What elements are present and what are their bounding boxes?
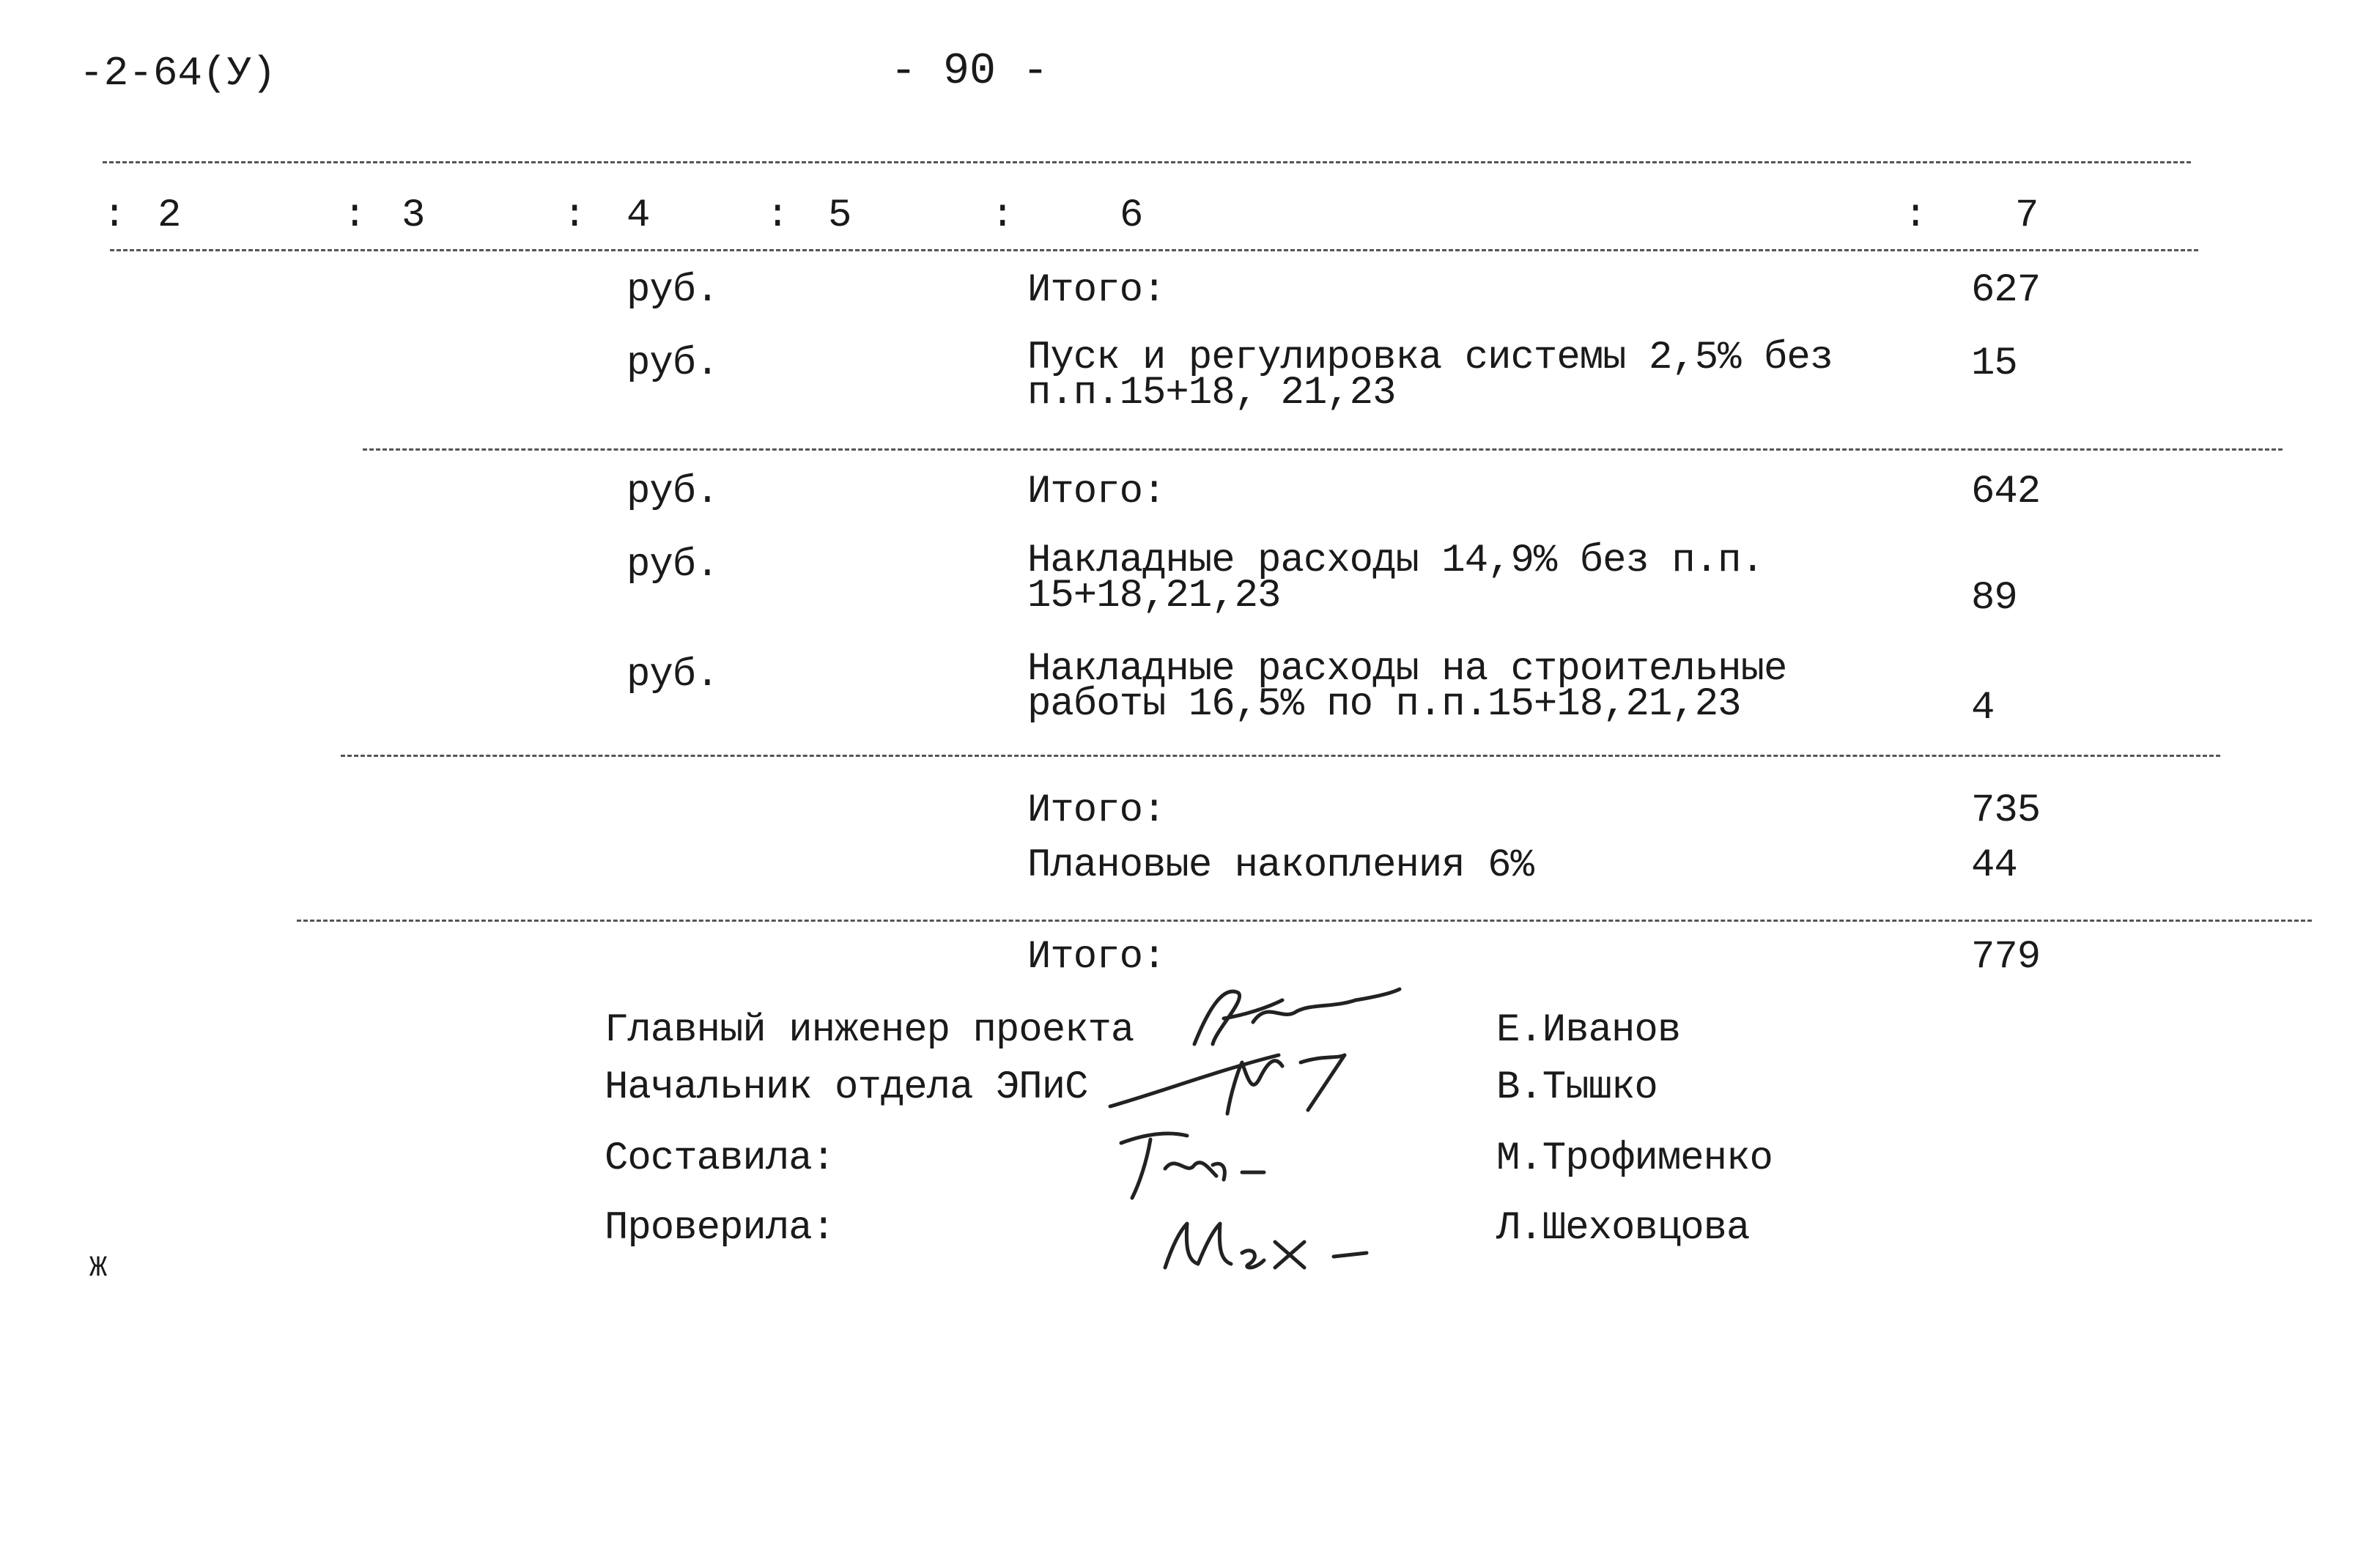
- signatory-name: Е.Иванов: [1496, 1008, 1681, 1053]
- value-cell: 735: [1971, 788, 2041, 833]
- unit-cell: руб.: [627, 341, 719, 386]
- unit-cell: руб.: [627, 268, 719, 313]
- column-label-2: 2: [158, 193, 181, 238]
- value-cell: 642: [1971, 470, 2041, 514]
- signatory-role: Начальник отдела ЭПиС: [605, 1065, 1088, 1110]
- top-rule: [103, 161, 2191, 163]
- description-cell: Накладные расходы на строительные: [1027, 647, 1787, 692]
- column-label-4: 4: [627, 193, 650, 238]
- description-cell: Плановые накопления 6%: [1027, 843, 1534, 888]
- handwritten-signature-tyshko: [1103, 1040, 1367, 1121]
- description-cell-line2: работы 16,5% по п.п.15+18,21,23: [1027, 682, 1741, 727]
- column-sep: :: [343, 193, 366, 238]
- subtotal-rule: [341, 755, 2220, 757]
- value-cell: 4: [1971, 686, 1995, 731]
- description-cell: Накладные расходы 14,9% без п.п.: [1027, 539, 1764, 583]
- value-cell: 627: [1971, 268, 2041, 313]
- signatory-name: М.Трофименко: [1496, 1136, 1773, 1181]
- signatory-role: Проверила:: [605, 1206, 835, 1251]
- signatory-role: Составила:: [605, 1136, 835, 1181]
- subtotal-rule: [363, 448, 2283, 451]
- unit-cell: руб.: [627, 543, 719, 588]
- page-number: - 90 -: [890, 47, 1049, 97]
- column-sep: :: [991, 193, 1014, 238]
- total-rule: [297, 920, 2312, 922]
- signatory-role: Главный инженер проекта: [605, 1008, 1134, 1053]
- description-cell-line2: 15+18,21,23: [1027, 574, 1281, 618]
- column-label-3: 3: [402, 193, 425, 238]
- column-header-rule: [110, 249, 2198, 251]
- value-cell: 44: [1971, 843, 2017, 888]
- handwritten-signature-shekhovtsova: [1158, 1202, 1378, 1275]
- description-cell: Пуск и регулировка системы 2,5% без: [1027, 336, 1833, 380]
- signatory-name: Л.Шеховцова: [1496, 1206, 1750, 1251]
- unit-cell: руб.: [627, 653, 719, 698]
- unit-cell: руб.: [627, 470, 719, 514]
- description-cell: Итого:: [1027, 788, 1166, 833]
- value-cell: 15: [1971, 341, 2017, 386]
- column-label-7: 7: [2015, 193, 2039, 238]
- column-sep: :: [563, 193, 586, 238]
- description-cell: Итого:: [1027, 935, 1166, 980]
- description-cell-line2: п.п.15+18, 21,23: [1027, 371, 1396, 415]
- handwritten-signature-trofimenko: [1106, 1125, 1282, 1205]
- signatory-name: В.Тышко: [1496, 1065, 1658, 1110]
- column-sep: :: [1904, 193, 1927, 238]
- footer-mark: Ж: [89, 1252, 107, 1285]
- column-sep: :: [766, 193, 789, 238]
- value-cell: 779: [1971, 935, 2041, 980]
- value-cell: 89: [1971, 576, 2017, 621]
- column-sep: :: [103, 193, 126, 238]
- column-label-6: 6: [1120, 193, 1143, 238]
- description-cell: Итого:: [1027, 470, 1166, 514]
- description-cell: Итого:: [1027, 268, 1166, 313]
- column-label-5: 5: [828, 193, 851, 238]
- document-code: -2-64(У): [79, 50, 276, 97]
